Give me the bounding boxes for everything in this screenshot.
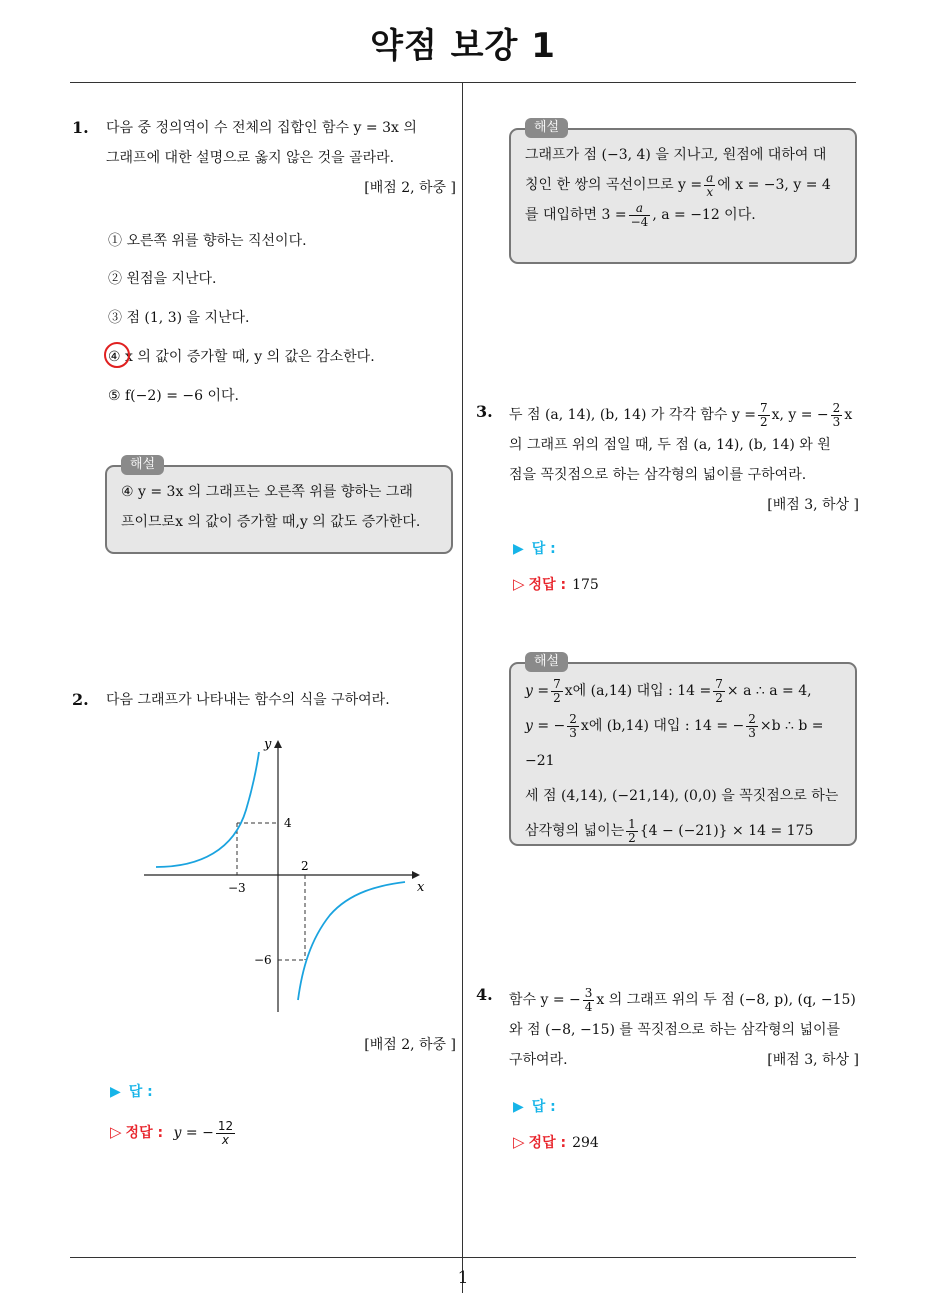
q2-number: 2. — [72, 690, 89, 709]
q1-text — [106, 113, 456, 203]
answer-play-icon: ▶ — [513, 541, 524, 557]
q2-text: 다음 그래프가 나타내는 함수의 식을 구하여라. — [106, 692, 390, 708]
correct-triangle-icon: ▷ — [513, 1133, 525, 1151]
y-axis-arrow-icon — [274, 740, 282, 748]
q3-sol4a: 삼각형의 넓이는 — [525, 823, 625, 839]
q1-text-line2: 그래프에 대한 설명으로 옳지 않은 것을 골라라. — [106, 150, 395, 166]
q2-sol-l2b: 에 x = −3, y = 4 — [717, 177, 831, 193]
q4-correct-value: 294 — [572, 1135, 599, 1151]
frac-num: a — [706, 170, 714, 185]
q3-line1 — [509, 400, 859, 430]
q1-solution-line2: 프이므로x 의 값이 증가할 때,y 의 값도 증가한다. — [121, 514, 421, 530]
frac-num: 3 — [584, 985, 593, 1000]
solution-tag: 해설 — [525, 118, 568, 138]
q1-text-line1: 다음 중 정의역이 수 전체의 집합인 함수 y = 3x 의 — [106, 120, 417, 136]
q1-choice-1[interactable]: ① 오른쪽 위를 향하는 직선이다. — [108, 233, 307, 249]
q2-solution-line3 — [525, 200, 841, 230]
frac-num: a — [629, 202, 651, 216]
q4-line2: 와 점 (−8, −15) 를 꼭짓점으로 하는 삼각형의 넓이를 — [509, 1022, 841, 1038]
answer-label: 답 : — [531, 541, 556, 557]
q3-l1c: x — [844, 407, 853, 423]
frac-num: 2 — [832, 400, 841, 415]
q1-choice-2[interactable]: ② 원점을 지난다. — [108, 271, 217, 287]
q3-sol-frac1 — [551, 678, 563, 705]
q3-number: 3. — [476, 402, 493, 421]
frac-num: 7 — [759, 400, 768, 415]
q4-line3: 구하여라. — [509, 1052, 568, 1068]
q2-solution-line1: 그래프가 점 (−3, 4) 을 지나고, 원점에 대하여 대 — [525, 147, 827, 163]
q3-frac2 — [831, 402, 843, 429]
q1-meta: [배점 2, 하중 ] — [364, 180, 456, 196]
q3-sol2a: y = − — [525, 718, 566, 734]
q1-choice-4[interactable]: ④ x 의 값이 증가할 때, y 의 값은 감소한다. — [108, 349, 375, 365]
q3-sol1d: × a ∴ a = 4, — [726, 683, 812, 699]
q4-l1a: 함수 y = − — [509, 992, 581, 1008]
frac-num: 7 — [553, 676, 561, 691]
q3-l1b: x, y = − — [771, 407, 829, 423]
tick-label-neg3: −3 — [228, 881, 246, 895]
q4-number: 4. — [476, 985, 493, 1004]
solution-tag: 해설 — [525, 652, 568, 672]
page-title: 약점 보강 1 — [370, 26, 556, 66]
q3-meta: [배점 3, 하상 ] — [767, 497, 859, 513]
frac-den: 2 — [715, 690, 723, 705]
curve-upper-left — [156, 752, 259, 867]
q3-sol1b: x에 (a,14) 대입 : 14 = — [564, 683, 712, 699]
frac-den: x — [221, 1132, 229, 1147]
q3-frac1 — [758, 402, 770, 429]
q1-number: 1. — [72, 118, 89, 137]
frac-num: 2 — [569, 711, 577, 726]
q3-sol1a: y = — [525, 683, 550, 699]
q2-solution-line2 — [525, 170, 841, 200]
frac-den: 3 — [748, 725, 756, 740]
q2-sol-l2a: 칭인 한 쌍의 곡선이므로 y = — [525, 177, 703, 193]
q4-meta: [배점 3, 하상 ] — [767, 1052, 859, 1068]
solution-tag: 해설 — [121, 455, 164, 475]
correct-triangle-icon: ▷ — [110, 1123, 122, 1141]
x-axis-arrow-icon — [412, 871, 420, 879]
q3-sol-frac4 — [746, 713, 758, 740]
q2-sol-l3a: 를 대입하면 3 = — [525, 207, 627, 223]
q4-answer-row — [513, 1096, 556, 1116]
q3-sol2b: x에 (b,14) 대입 : 14 = − — [580, 718, 745, 734]
answer-label: 답 : — [531, 1099, 556, 1115]
column-divider — [462, 83, 463, 1293]
q3-answer-row — [513, 538, 556, 558]
answer-label: 답 : — [128, 1084, 153, 1100]
selected-answer-circle — [104, 342, 130, 368]
x-axis-label: x — [417, 880, 425, 895]
frac-num: 7 — [715, 676, 723, 691]
q2-graph — [140, 730, 425, 1015]
correct-label: 정답 : — [528, 577, 567, 593]
q3-sol-line1 — [525, 674, 841, 709]
q3-correct-value: 175 — [572, 577, 599, 593]
tick-label-neg6: −6 — [254, 953, 272, 967]
frac-den: 2 — [553, 690, 561, 705]
frac-den: 3 — [832, 414, 841, 429]
header-rule — [70, 82, 856, 83]
q4-line1 — [509, 985, 859, 1015]
frac-den: x — [706, 184, 714, 199]
tick-label-4: 4 — [284, 816, 292, 830]
footer-rule — [70, 1257, 856, 1258]
q3-line3: 점을 꼭짓점으로 하는 삼각형의 넓이를 구하여라. — [509, 467, 807, 483]
q2-sol-frac1 — [704, 172, 715, 199]
q3-sol-line2 — [525, 709, 841, 779]
answer-play-icon: ▶ — [513, 1099, 524, 1115]
q3-sol-frac2 — [713, 678, 725, 705]
q4-l1b: x 의 그래프 위의 두 점 (−8, p), (q, −15) — [596, 992, 856, 1008]
q3-sol4b: {4 − (−21)} × 14 = 175 — [639, 823, 814, 839]
q3-sol-frac3 — [567, 713, 579, 740]
frac-num: 12 — [217, 1118, 234, 1133]
q2-correct-prefix: y = − — [173, 1125, 214, 1141]
q2-sol-frac2 — [629, 202, 651, 229]
q4-line3-row — [509, 1045, 859, 1075]
tick-label-2: 2 — [301, 859, 309, 873]
q3-sol-line4 — [525, 814, 841, 849]
curve-lower-right — [298, 882, 405, 1000]
q2-meta: [배점 2, 하중 ] — [364, 1037, 456, 1053]
q3-text — [509, 400, 859, 520]
q3-sol-line3: 세 점 (4,14), (−21,14), (0,0) 을 꼭짓점으로 하는 — [525, 788, 839, 804]
q1-solution-line1: ④ y = 3x 의 그래프는 오른쪽 위를 향하는 그래 — [121, 484, 413, 500]
page-number: 1 — [457, 1268, 469, 1288]
q4-frac — [583, 987, 595, 1014]
q4-text — [509, 985, 859, 1075]
q1-choice-3[interactable]: ③ 점 (1, 3) 을 지난다. — [108, 310, 250, 326]
q3-solution-box — [509, 654, 857, 846]
q1-solution-box — [105, 457, 453, 554]
correct-label: 정답 : — [528, 1135, 567, 1151]
q3-l1a: 두 점 (a, 14), (b, 14) 가 각각 함수 y = — [509, 407, 756, 423]
q3-line2: 의 그래프 위의 점일 때, 두 점 (a, 14), (b, 14) 와 원 — [509, 437, 831, 453]
frac-den: 2 — [759, 414, 768, 429]
frac-den: 4 — [584, 999, 593, 1014]
answer-play-icon: ▶ — [110, 1084, 121, 1100]
q3-correct-row — [513, 574, 599, 594]
frac-num: 2 — [748, 711, 756, 726]
frac-den: −4 — [630, 214, 649, 229]
q2-correct-row — [110, 1113, 237, 1152]
q2-solution-box — [509, 120, 857, 264]
frac-den: 3 — [569, 725, 577, 740]
q2-sol-l3b: , a = −12 이다. — [652, 207, 756, 223]
q2-correct-fraction — [216, 1120, 235, 1147]
q3-sol-frac5 — [626, 818, 638, 845]
frac-den: 2 — [628, 830, 636, 845]
correct-label: 정답 : — [125, 1125, 164, 1141]
q2-answer-row — [110, 1081, 153, 1101]
frac-num: 1 — [628, 816, 636, 831]
correct-triangle-icon: ▷ — [513, 575, 525, 593]
y-axis-label: y — [264, 737, 272, 752]
q4-correct-row — [513, 1132, 599, 1152]
q3-sol2d: ×b ∴ b = −21 — [525, 718, 824, 769]
q1-choice-5[interactable]: ⑤ f(−2) = −6 이다. — [108, 388, 239, 404]
